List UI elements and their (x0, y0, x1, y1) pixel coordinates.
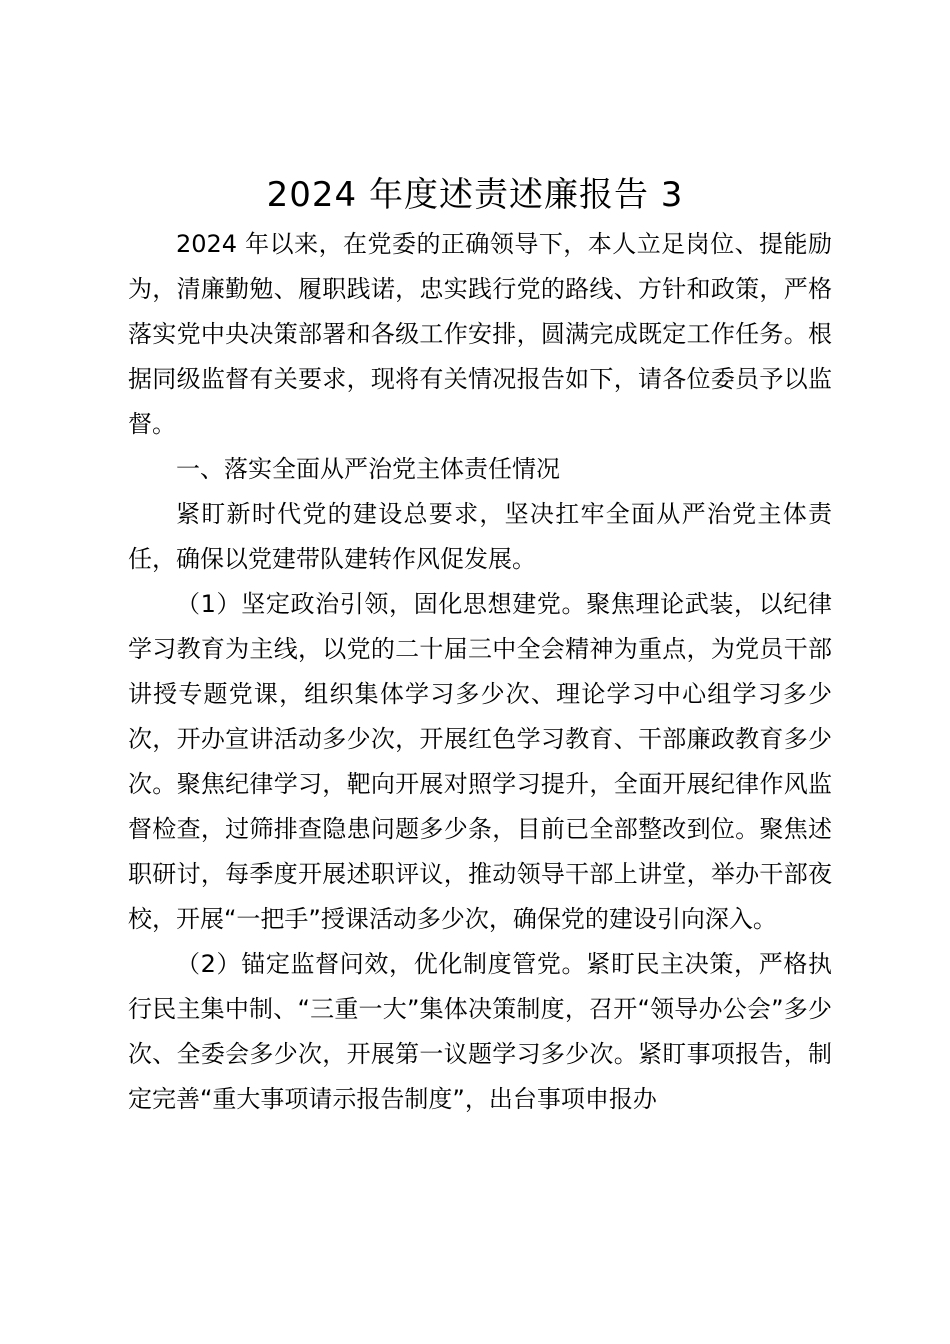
section-intro-paragraph: 紧盯新时代党的建设总要求，坚决扛牢全面从严治党主体责任，确保以党建带队建转作风促发展。 (128, 500, 832, 573)
item-2-paragraph: （2）锚定监督问效，优化制度管党。紧盯民主决策，严格执行民主集中制、“三重一大”集体决策制度，召开“领导办公会”多少次、全委会多少次，开展第一议题学习多少次。紧盯事项报告，制定完善“重大事项请示报告制度”，出台事项申报办 (128, 950, 832, 1113)
document-title: 2024 年度述责述廉报告 3 (266, 175, 684, 215)
document-body (128, 222, 832, 1122)
intro-paragraph: 2024 年以来，在党委的正确领导下，本人立足岗位、提能励为，清廉勤勉、履职践诺，忠实践行党的路线、方针和政策，严格落实党中央决策部署和各级工作安排，圆满完成既定工作任务。根据同级监督有关要求，现将有关情况报告如下，请各位委员予以监督。 (128, 230, 832, 438)
item-1-paragraph: （1）坚定政治引领，固化思想建党。聚焦理论武装，以纪律学习教育为主线，以党的二十届三中全会精神为重点，为党员干部讲授专题党课，组织集体学习多少次、理论学习中心组学习多少次，开办宣讲活动多少次，开展红色学习教育、干部廉政教育多少次。聚焦纪律学习，靶向开展对照学习提升，全面开展纪律作风监督检查，过筛排查隐患问题多少条，目前已全部整改到位。聚焦述职研讨，每季度开展述职评议，推动领导干部上讲堂，举办干部夜校，开展“一把手”授课活动多少次，确保党的建设引向深入。 (128, 590, 832, 933)
section-heading-1: 一、落实全面从严治党主体责任情况 (176, 455, 560, 483)
